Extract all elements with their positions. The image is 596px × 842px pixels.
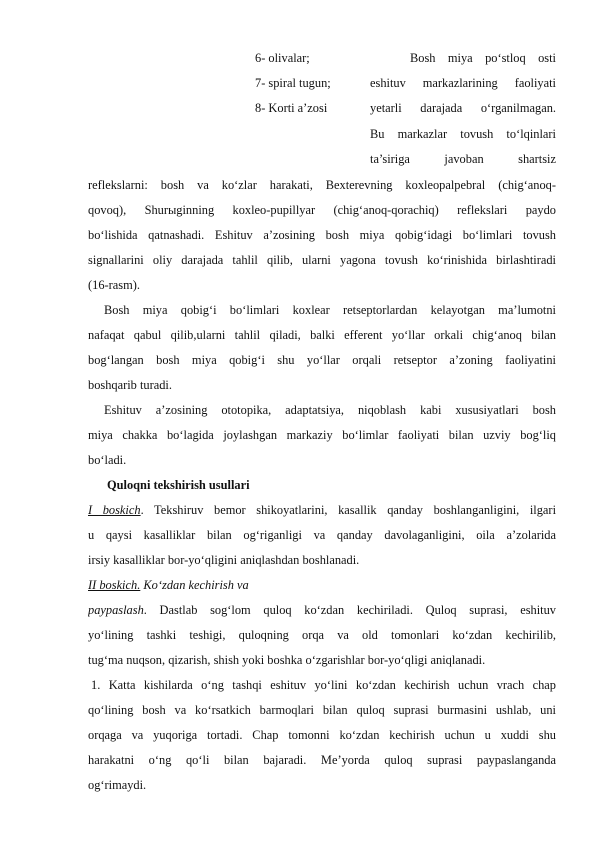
paragraph-line: orqaga va yuqoriga tortadi. Chap tomonni ko‘zdan kechirish uchun u xuddi shu xyxy=(88,728,556,742)
paragraph-line: Bosh miya qobig‘i bo‘limlari koxlear retseptorlardan kelayotgan ma’lumotni xyxy=(104,303,556,317)
paragraph-line: qo‘lining bosh va ko‘rsatkich barmoqlari bilan quloq suprasi burmasini ushlab, uni xyxy=(88,703,556,717)
right-column-line-1: Bosh miya po‘stloq osti xyxy=(410,51,556,65)
paragraph-line xyxy=(88,577,249,593)
paragraph-line: irsiy kasalliklar bor-yo‘qligini aniqlashdan boshlanadi. xyxy=(88,553,360,567)
section-heading: Quloqni tekshirish usullari xyxy=(107,478,250,492)
stage-label-rest: Ko‘zdan kechirish va xyxy=(140,578,249,592)
paragraph-line: u qaysi kasalliklar bilan og‘riganligi va qanday davolaganligini, oila a’zolarida xyxy=(88,528,556,542)
stage-label: I boskich xyxy=(88,503,141,517)
paragraph-line xyxy=(88,602,556,618)
right-column-line-5: ta’siriga javoban shartsiz xyxy=(370,152,556,166)
paragraph-line: signallarini oliy darajada tahlil qilib, ularni yagona tovush ko‘rinishida birlashtiradi xyxy=(88,253,556,267)
paragraph-line: miya chakka bo‘lagida joylashgan markaziy bo‘limlar faoliyati bilan uzviy bog‘liq xyxy=(88,428,556,442)
paragraph-line: harakatni o‘ng qo‘li bilan bajaradi. Me’yorda quloq suprasi paypaslanganda xyxy=(88,753,556,767)
paragraph-line: 1. Katta kishilarda o‘ng tashqi eshituv yo‘lini ko‘zdan kechirish uchun vrach chap xyxy=(91,678,556,692)
stage-label-cont: paypaslash xyxy=(88,603,144,617)
list-item-korti: 8- Korti a’zosi xyxy=(255,101,328,115)
paragraph-text: . Dastlab sog‘lom quloq ko‘zdan kechiriladi. Quloq suprasi, eshituv xyxy=(143,603,556,617)
right-column-line-2: eshituv markazlarining faoliyati xyxy=(370,76,556,90)
paragraph-line xyxy=(88,502,556,518)
list-item-spiral-tugun: 7- spiral tugun; xyxy=(255,76,331,90)
paragraph-text: . Tekshiruv bemor shikoyatlarini, kasallik qanday boshlanganligini, ilgari xyxy=(140,503,556,517)
paragraph-line: boshqarib turadi. xyxy=(88,378,172,392)
paragraph-line: nafaqat qabul qilib,ularni tahlil qiladi, balki efferent yo‘llar orkali chig‘anoq bilan xyxy=(88,328,556,342)
paragraph-line: tug‘ma nuqson, qizarish, shish yoki boshka o‘zgarishlar bor-yo‘qligi aniqlanadi. xyxy=(88,653,486,667)
paragraph-line: bo‘ladi. xyxy=(88,453,127,467)
paragraph-line: bog‘langan bosh miya qobig‘i shu yo‘llar orqali retseptor a’zoning faoliyatini xyxy=(88,353,556,367)
right-column-line-3: yetarli darajada o‘rganilmagan. xyxy=(370,101,556,115)
stage-label: II boskich. xyxy=(88,578,141,592)
paragraph-line: qovoq), Shurыginning koxleo-pupillyar (chig‘anoq-qorachiq) reflekslari paydo xyxy=(88,203,556,217)
paragraph-line: reflekslarni: bosh va ko‘zlar harakati, Bexterevning koxleopalpebral (chig‘anoq- xyxy=(88,178,556,192)
list-item-olivalar: 6- olivalar; xyxy=(255,51,310,65)
paragraph-line: yo‘lining tashki teshigi, quloqning orqa va old tomonlari ko‘zdan kechirilib, xyxy=(88,628,556,642)
paragraph-line: bo‘lishida qatnashadi. Eshituv a’zosining bosh miya qobig‘idagi bo‘limlari tovush xyxy=(88,228,556,242)
paragraph-line: (16-rasm). xyxy=(88,278,140,292)
paragraph-line: og‘rimaydi. xyxy=(88,778,147,792)
paragraph-line: Eshituv a’zosining ototopika, adaptatsiya, niqoblash kabi xususiyatlari bosh xyxy=(104,403,556,417)
right-column-line-4: Bu markazlar tovush to‘lqinlari xyxy=(370,127,556,141)
